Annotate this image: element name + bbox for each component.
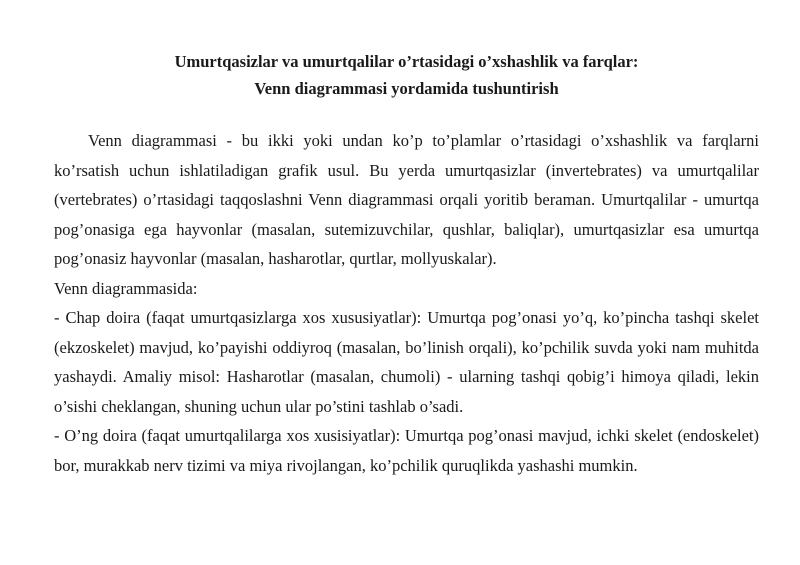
document-title-line-1: Umurtqasizlar va umurtqalilar o’rtasidagi o’xshashlik va farqlar:: [174, 52, 639, 71]
document-title-line-2: Venn diagrammasi yordamida tushuntirish: [254, 79, 559, 98]
document-page: [54, 48, 759, 480]
right-circle-paragraph: - O’ng doira (faqat umurtqalilarga xos xusisiyatlar): Umurtqa pog’onasi mavjud, ichki skelet (endoskelet) bor, murakkab nerv tizimi va miya rivojlangan, ko’pchilik quruqlikda yashashi mumkin.: [54, 426, 759, 475]
intro-paragraph: Venn diagrammasi - bu ikki yoki undan ko’p to’plamlar o’rtasidagi o’xshashlik va farqlarni ko’rsatish uchun ishlatiladigan grafik usul. Bu yerda umurtqasizlar (invertebrates) va umurtqalilar (vertebrates) o’rtasidagi taqqoslashni Venn diagrammasi orqali yoritib beraman. Umurtqalilar - umurtqa pog’onasiga ega hayvonlar (masalan, sutemizuvchilar, qushlar, baliqlar), umurtqasizlar esa umurtqa pog’onasiz hayvonlar (masalan, hasharotlar, qurtlar, mollyuskalar).: [54, 131, 759, 268]
document-body: [54, 126, 759, 480]
left-circle-paragraph: - Chap doira (faqat umurtqasizlarga xos xususiyatlar): Umurtqa pog’onasi yo’q, ko’pincha tashqi skelet (ekzoskelet) mavjud, ko’payishi oddiyroq (masalan, bo’linish orqali), ko’pchilik suvda yoki nam muhitda yashaydi. Amaliy misol: Hasharotlar (masalan, chumoli) - ularning tashqi qobig’i himoya qiladi, lekin o’sishi cheklangan, shuning uchun ular po’stini tashlab o’sadi.: [54, 308, 759, 416]
venn-heading-paragraph: Venn diagrammasida:: [54, 278, 198, 298]
